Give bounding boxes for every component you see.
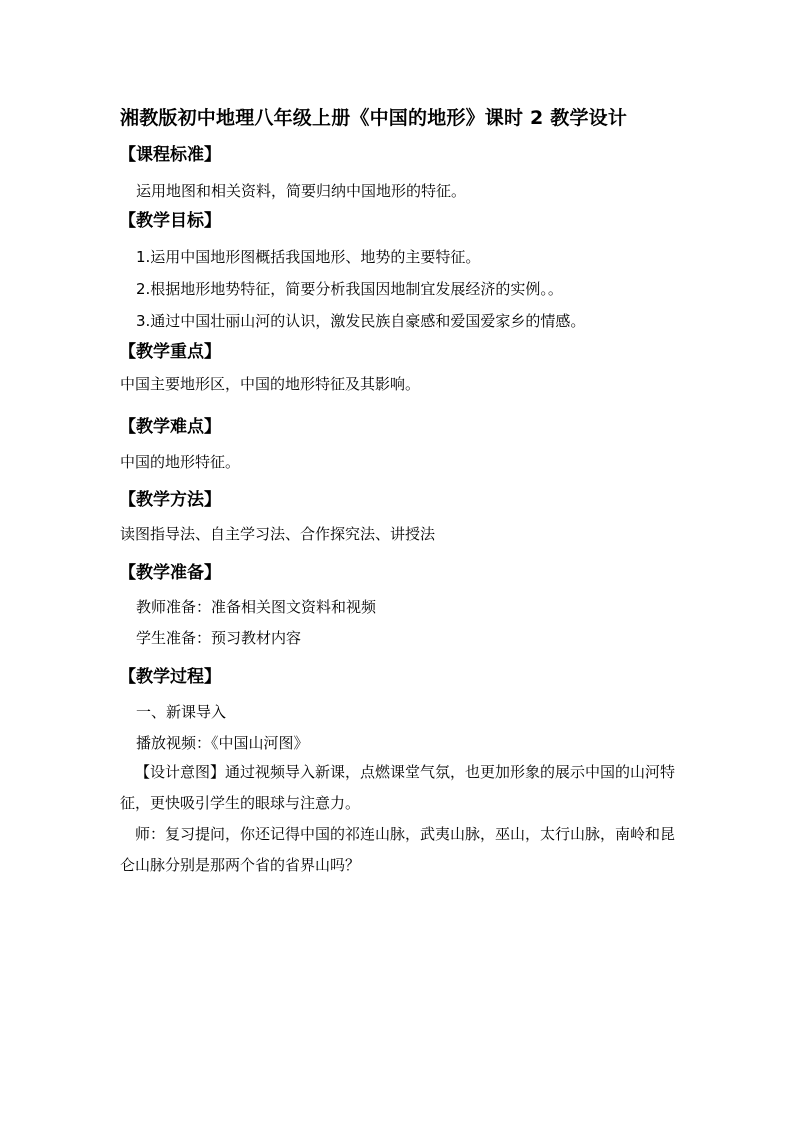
difficulties-text: 中国的地形特征。	[120, 453, 241, 471]
heading-teaching-process: 【教学过程】	[119, 667, 221, 687]
heading-course-standard: 【课程标准】	[119, 145, 221, 165]
teacher-preparation-text: 教师准备：准备相关图文资料和视频	[136, 598, 377, 616]
heading-teaching-methods: 【教学方法】	[119, 490, 221, 510]
teacher-question-paragraph: 师：复习提问，你还记得中国的祁连山脉，武夷山脉，巫山，太行山脉，南岭和昆仑山脉分别是那两个省的省界山吗？	[120, 825, 676, 874]
heading-difficulties: 【教学难点】	[119, 417, 221, 437]
heading-key-points: 【教学重点】	[119, 342, 221, 362]
objective-item-1: 1.运用中国地形图概括我国地形、地势的主要特征。	[136, 248, 481, 266]
video-play-text: 播放视频：《中国山河图》	[136, 734, 309, 752]
student-preparation-text: 学生准备：预习教材内容	[136, 629, 302, 647]
objective-item-3: 3.通过中国壮丽山河的认识，激发民族自豪感和爱国爱家乡的情感。	[136, 312, 586, 330]
objective-item-2: 2.根据地形地势特征，简要分析我国因地制宜发展经济的实例。。	[136, 280, 563, 298]
heading-teaching-objectives: 【教学目标】	[119, 211, 221, 231]
design-intent-paragraph: 【设计意图】通过视频导入新课，点燃课堂气氛，也更加形象的展示中国的山河特征，更快吸引学生的眼球与注意力。	[120, 763, 676, 812]
key-points-text: 中国主要地形区，中国的地形特征及其影响。	[120, 375, 421, 393]
course-standard-text: 运用地图和相关资料，简要归纳中国地形的特征。	[136, 182, 467, 200]
process-step-intro: 一、新课导入	[136, 703, 227, 721]
heading-teaching-preparation: 【教学准备】	[119, 563, 221, 583]
teaching-methods-text: 读图指导法、自主学习法、合作探究法、讲授法	[120, 525, 436, 543]
document-title: 湘教版初中地理八年级上册《中国的地形》课时 2 教学设计	[120, 107, 628, 129]
